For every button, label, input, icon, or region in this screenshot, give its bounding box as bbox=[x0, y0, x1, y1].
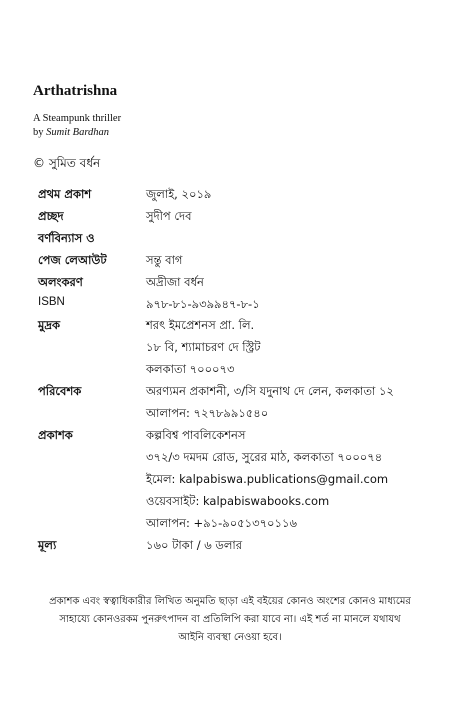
value-printer-1: শরৎ ইমপ্রেশনস প্রা. লি. bbox=[146, 318, 255, 332]
label-price: মূল্য bbox=[38, 538, 57, 552]
value-publisher-phone: আলাপন: +৯১-৯০৫১৩৭০১১৬ bbox=[146, 516, 297, 530]
label-cover: প্রচ্ছদ bbox=[38, 209, 64, 223]
value-illustration: অদ্রীজা বর্ধন bbox=[146, 275, 204, 289]
label-page-layout: পেজ লেআউট bbox=[38, 253, 107, 267]
by-label: by bbox=[33, 127, 44, 138]
notice-line-2: সাহায্যে কোনওরকম পুনরুৎপাদন বা প্রতিলিপি করা যাবে না। এই শর্ত না মানলে যথাযথ bbox=[59, 614, 401, 625]
notice-line-3: আইনি ব্যবস্থা নেওয়া হবে। bbox=[178, 632, 282, 643]
book-subtitle: A Steampunk thriller bbox=[33, 113, 122, 124]
author-name: Sumit Bardhan bbox=[46, 127, 110, 138]
value-publisher-email: ইমেল: kalpabiswa.publications@gmail.com bbox=[146, 472, 389, 486]
value-publisher-1: কল্পবিশ্ব পাবলিকেশনস bbox=[146, 428, 246, 442]
label-isbn: ISBN bbox=[38, 296, 65, 308]
value-price: ১৬০ টাকা / ৬ ডলার bbox=[146, 538, 243, 552]
value-printer-2: ১৮ বি, শ্যামাচরণ দে স্ট্রিট bbox=[146, 340, 261, 354]
label-first-edition: প্রথম প্রকাশ bbox=[38, 187, 92, 201]
label-publisher: প্রকাশক bbox=[38, 428, 73, 442]
label-printer: মুদ্রক bbox=[38, 318, 61, 332]
copyright-line: © সুমিত বর্ধন bbox=[33, 156, 101, 170]
value-publisher-2: ৩৭২/৩ দমদম রোড, সুরের মাঠ, কলকাতা ৭০০০৭৪ bbox=[146, 450, 383, 464]
value-publisher-website: ওয়েবসাইট: kalpabiswabooks.com bbox=[146, 494, 330, 508]
label-distributor: পরিবেশক bbox=[38, 384, 82, 398]
value-cover: সুদীপ দেব bbox=[146, 209, 192, 223]
label-illustration: অলংকরণ bbox=[38, 275, 83, 289]
value-page-layout: সন্তু বাগ bbox=[146, 253, 183, 267]
value-distributor-1: অরণ্যমন প্রকাশনী, ৩/সি যদুনাথ দে লেন, কলকাতা ১২ bbox=[146, 384, 394, 398]
book-title: Arthatrishna bbox=[33, 83, 118, 99]
author-line bbox=[33, 127, 109, 138]
notice-line-1: প্রকাশক এবং স্বত্বাধিকারীর লিখিত অনুমতি ছাড়া এই বইয়ের কোনও অংশের কোনও মাধ্যমের bbox=[49, 596, 411, 607]
value-printer-3: কলকাতা ৭০০০৭৩ bbox=[146, 362, 235, 376]
label-typesetting: বর্ণবিন্যাস ও bbox=[38, 231, 95, 245]
value-isbn: ৯৭৮-৮১-৯৩৯৯৪৭-৮-১ bbox=[146, 297, 260, 311]
value-distributor-2: আলাপন: ৭২৭৮৯৯১৫৪০ bbox=[146, 406, 269, 420]
value-first-edition: জুলাই, ২০১৯ bbox=[146, 187, 212, 201]
